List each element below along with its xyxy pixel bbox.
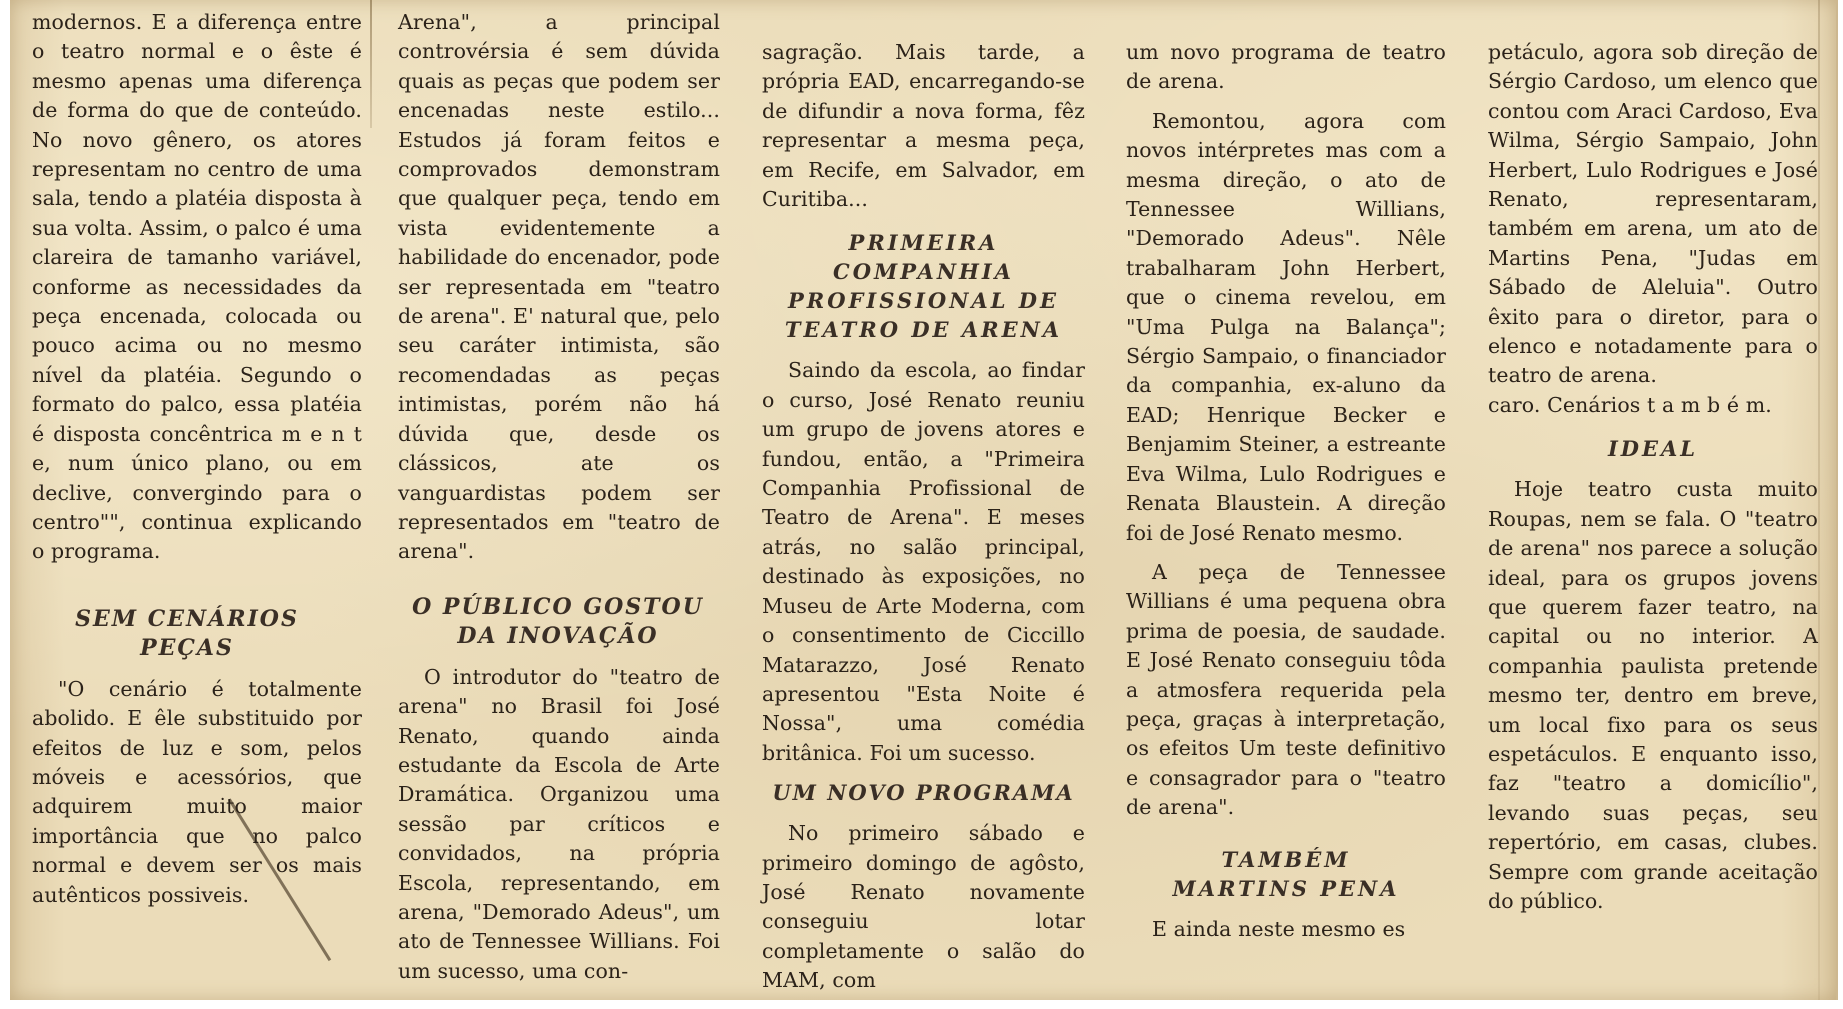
section-heading: UM NOVO PROGRAMA xyxy=(772,780,1075,806)
paper-edge-fold xyxy=(1818,0,1820,1000)
paragraph: um novo programa de teatro de arena. xyxy=(1126,40,1446,94)
article-column-4 xyxy=(1126,38,1446,944)
section-heading: O PÚBLICO GOSTOU DA INOVAÇÃO xyxy=(412,593,704,649)
paragraph: petáculo, agora sob direção de Sérgio Cardoso, um elenco que contou com Araci Cardoso, Eva Wilma, Sérgio Sampaio, John Herbert, Lulo Rodrigues e José Renato, representaram, também em arena, um ato de Martins Pena, "Judas em Sábado de Aleluia". Outro êxito para o diretor, para o elenco e notadamente para o teatro de arena. xyxy=(1488,40,1818,388)
section-heading: TAMBÉM MARTINS PENA xyxy=(1172,846,1400,901)
paragraph: sagração. Mais tarde, a própria EAD, encarregando-se de difundir a nova forma, fêz representar a mesma peça, em Recife, em Salvador, em Curitiba... xyxy=(762,40,1085,212)
paragraph: Saindo da escola, ao findar o curso, José Renato reuniu um grupo de jovens atores e fundou, então, a "Primeira Companhia Profissional de Teatro de Arena". E meses atrás, no salão principal, destinado às exposições, no Museu de Arte Moderna, com o consentimento de Ciccillo Matarazzo, José Renato apresentou "Esta Noite é Nossa", uma comédia britânica. Foi um sucesso. xyxy=(762,358,1085,765)
section-heading: IDEAL xyxy=(1607,436,1699,462)
section-heading: SEM CENÁRIOS PEÇAS xyxy=(75,605,299,661)
paragraph: Hoje teatro custa muito Roupas, nem se fala. O "teatro de arena" nos parece a solução ideal, para os grupos jovens que querem fazer teatro, na capital ou no interior. A companhia paulista pretende mesmo ter, dentro em breve, um local fixo para os seus espetáculos. E enquanto isso, faz "teatro a domicílio", levando suas peças, seu repertório, em casas, clubes. Sempre com grande aceitação do público. xyxy=(1488,477,1818,913)
paragraph: Remontou, agora com novos intérpretes mas com a mesma direção, o ato de Tennessee Willians, "Demorado Adeus". Nêle trabalharam John Herbert, que o cinema revelou, em "Uma Pulga na Balança"; Sérgio Sampaio, o financiador da companhia, ex-aluno da EAD; Henrique Becker e Benjamim Steiner, a estreante Eva Wilma, Lulo Rodrigues e Renata Blaustein. A direção foi de José Renato mesmo. xyxy=(1126,108,1446,545)
paragraph: modernos. E a diferença entre o teatro normal e o êste é mesmo apenas uma diferença de forma do que de conteúdo. No novo gênero, os atores representam no centro de uma sala, tendo a platéia disposta à sua volta. Assim, o palco é uma clareira de tamanho variável, conforme as necessidades da peça encenada, colocada ou pouco acima ou no mesmo nível da platéia. Segundo o formato do palco, essa platéia é disposta concêntrica m e n t e, num único plano, ou em declive, convergindo para o centro"", continua explicando o programa. xyxy=(32,10,362,564)
paragraph: O introdutor do "teatro de arena" no Brasil foi José Renato, quando ainda estudante da Escola de Arte Dramática. Organizou uma sessão par críticos e convidados, na própria Escola, representando, em arena, "Demorado Adeus", um ato de Tennessee Willians. Foi um sucesso, uma con- xyxy=(398,664,720,983)
section-heading: PRIMEIRA COMPANHIA PROFISSIONAL DE TEATRO DE ARENA xyxy=(784,230,1063,343)
article-column-2 xyxy=(398,8,720,986)
newspaper-clipping xyxy=(10,0,1838,1000)
article-column-1 xyxy=(32,8,362,910)
paragraph: caro. Cenários t a m b é m. xyxy=(1488,392,1772,417)
article-column-3 xyxy=(762,38,1085,996)
paragraph: Arena", a principal controvérsia é sem dúvida quais as peças que podem ser encenadas neste estilo... Estudos já foram feitos e comprovados demonstram que qualquer peça, tendo em vista evidentemente a habilidade do encenador, pode ser representada em "teatro de arena". E' natural que, pelo seu caráter intimista, são recomendadas as peças intimistas, porém não há dúvida que, desde os clássicos, ate os vanguardistas podem ser representados em "teatro de arena". xyxy=(398,10,720,564)
paragraph: No primeiro sábado e primeiro domingo de agôsto, José Renato novamente conseguiu lotar completamente o salão do MAM, com xyxy=(762,821,1085,993)
paragraph: A peça de Tennessee Willians é uma pequena obra prima de poesia, de saudade. E José Renato conseguiu tôda a atmosfera requerida pela peça, graças à interpretação, os efeitos Um teste definitivo e consagrador para o "teatro de arena". xyxy=(1126,559,1446,820)
column-rule xyxy=(370,0,372,128)
article-column-5 xyxy=(1488,38,1818,916)
paragraph: E ainda neste mesmo es xyxy=(1152,916,1406,941)
paragraph: "O cenário é totalmente abolido. E êle substituido por efeitos de luz e som, pelos móveis e acessórios, que adquirem muito maior importância que no palco normal e devem ser os mais autênticos possiveis. xyxy=(32,676,362,907)
